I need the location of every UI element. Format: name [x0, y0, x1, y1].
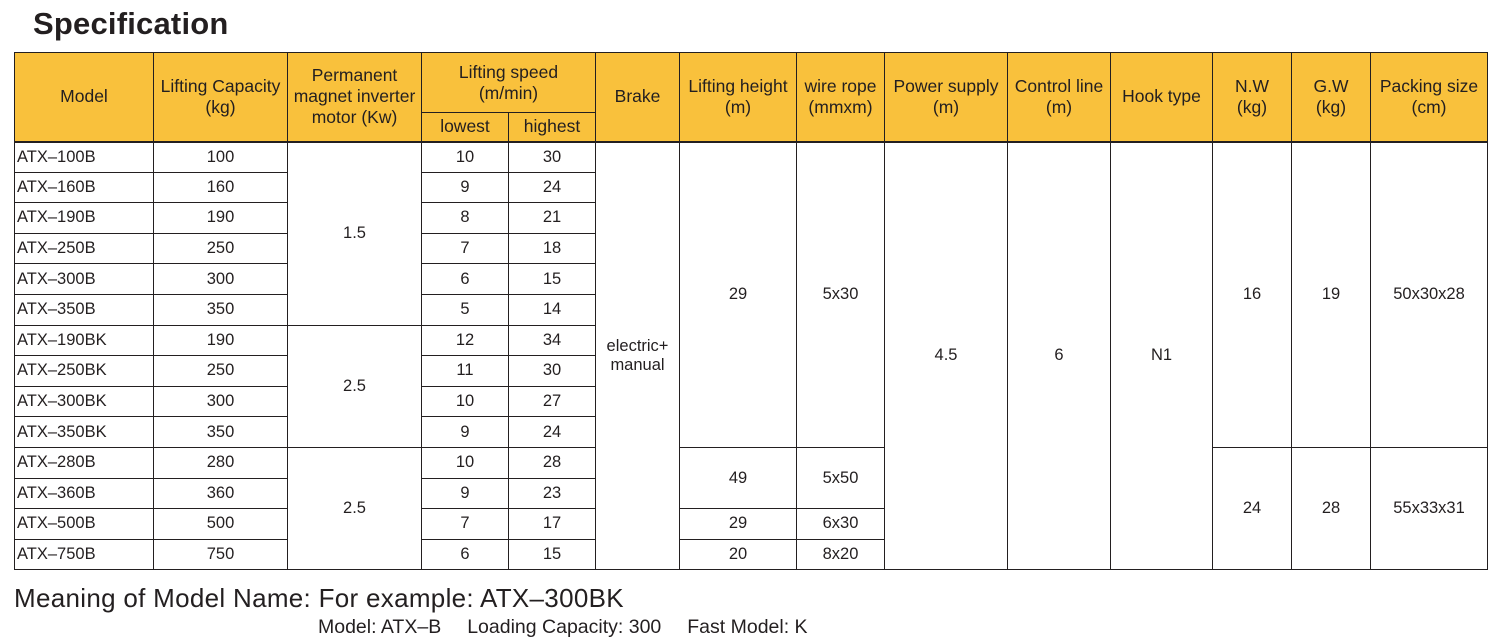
cell-speed-lowest: 10 — [422, 142, 509, 173]
cell-model: ATX–280B — [15, 447, 154, 478]
header-height: Lifting height (m) — [680, 53, 797, 142]
cell-capacity: 300 — [154, 264, 288, 295]
model-name-breakdown — [318, 614, 834, 640]
cell-height: 29 — [680, 509, 797, 540]
header-motor: Permanent magnet inverter motor (Kw) — [288, 53, 422, 142]
cell-power: 4.5 — [885, 142, 1008, 570]
page-title: Specification — [33, 6, 229, 41]
cell-height: 29 — [680, 142, 797, 448]
specification-table — [14, 52, 1488, 570]
cell-capacity: 160 — [154, 172, 288, 203]
cell-rope: 8x20 — [797, 539, 885, 570]
cell-model: ATX–300B — [15, 264, 154, 295]
cell-speed-highest: 21 — [509, 203, 596, 234]
header-packing: Packing size (cm) — [1371, 53, 1488, 142]
cell-speed-highest: 30 — [509, 356, 596, 387]
header-hook: Hook type — [1111, 53, 1213, 142]
cell-speed-lowest: 7 — [422, 509, 509, 540]
header-control: Control line (m) — [1008, 53, 1111, 142]
cell-model: ATX–350BK — [15, 417, 154, 448]
cell-rope: 5x30 — [797, 142, 885, 448]
cell-speed-highest: 15 — [509, 264, 596, 295]
cell-speed-lowest: 6 — [422, 539, 509, 570]
cell-control: 6 — [1008, 142, 1111, 570]
cell-model: ATX–360B — [15, 478, 154, 509]
cell-capacity: 250 — [154, 233, 288, 264]
cell-model: ATX–350B — [15, 294, 154, 325]
cell-speed-lowest: 6 — [422, 264, 509, 295]
cell-model: ATX–190BK — [15, 325, 154, 356]
header-gw: G.W (kg) — [1292, 53, 1371, 142]
cell-motor: 1.5 — [288, 142, 422, 326]
cell-model: ATX–750B — [15, 539, 154, 570]
cell-hook: N1 — [1111, 142, 1213, 570]
cell-speed-lowest: 7 — [422, 233, 509, 264]
cell-capacity: 300 — [154, 386, 288, 417]
cell-rope: 5x50 — [797, 447, 885, 508]
cell-rope: 6x30 — [797, 509, 885, 540]
cell-speed-highest: 30 — [509, 142, 596, 173]
cell-speed-lowest: 10 — [422, 386, 509, 417]
loading-capacity-label: Loading Capacity: 300 — [467, 616, 662, 638]
cell-speed-lowest: 12 — [422, 325, 509, 356]
table-row — [15, 447, 1488, 478]
cell-height: 49 — [680, 447, 797, 508]
cell-capacity: 190 — [154, 325, 288, 356]
cell-nw: 24 — [1213, 447, 1292, 569]
cell-motor: 2.5 — [288, 325, 422, 447]
header-power: Power supply (m) — [885, 53, 1008, 142]
model-name-meaning: Meaning of Model Name: For example: ATX–300BK — [14, 583, 624, 613]
cell-gw: 28 — [1292, 447, 1371, 569]
cell-speed-highest: 17 — [509, 509, 596, 540]
cell-speed-lowest: 9 — [422, 172, 509, 203]
cell-model: ATX–190B — [15, 203, 154, 234]
header-brake: Brake — [596, 53, 680, 142]
cell-speed-highest: 14 — [509, 294, 596, 325]
cell-packing: 55x33x31 — [1371, 447, 1488, 569]
cell-brake: electric+ manual — [596, 142, 680, 570]
cell-capacity: 750 — [154, 539, 288, 570]
header-speed-highest: highest — [509, 113, 596, 142]
cell-capacity: 350 — [154, 417, 288, 448]
cell-speed-lowest: 5 — [422, 294, 509, 325]
cell-speed-highest: 24 — [509, 417, 596, 448]
cell-speed-lowest: 8 — [422, 203, 509, 234]
header-nw: N.W (kg) — [1213, 53, 1292, 142]
cell-speed-highest: 18 — [509, 233, 596, 264]
cell-speed-highest: 23 — [509, 478, 596, 509]
cell-capacity: 250 — [154, 356, 288, 387]
header-capacity: Lifting Capacity (kg) — [154, 53, 288, 142]
cell-model: ATX–500B — [15, 509, 154, 540]
cell-speed-highest: 28 — [509, 447, 596, 478]
cell-speed-lowest: 9 — [422, 417, 509, 448]
cell-model: ATX–100B — [15, 142, 154, 173]
cell-motor: 2.5 — [288, 447, 422, 569]
cell-speed-lowest: 10 — [422, 447, 509, 478]
cell-model: ATX–250BK — [15, 356, 154, 387]
cell-capacity: 500 — [154, 509, 288, 540]
cell-capacity: 350 — [154, 294, 288, 325]
cell-gw: 19 — [1292, 142, 1371, 448]
cell-speed-lowest: 11 — [422, 356, 509, 387]
cell-speed-highest: 34 — [509, 325, 596, 356]
header-speed: Lifting speed (m/min) — [422, 53, 596, 113]
cell-speed-lowest: 9 — [422, 478, 509, 509]
cell-capacity: 190 — [154, 203, 288, 234]
cell-model: ATX–300BK — [15, 386, 154, 417]
header-speed-lowest: lowest — [422, 113, 509, 142]
cell-nw: 16 — [1213, 142, 1292, 448]
cell-capacity: 360 — [154, 478, 288, 509]
table-row — [15, 142, 1488, 173]
cell-speed-highest: 27 — [509, 386, 596, 417]
cell-speed-highest: 24 — [509, 172, 596, 203]
fast-model-label: Fast Model: K — [687, 616, 808, 638]
header-model: Model — [15, 53, 154, 142]
cell-speed-highest: 15 — [509, 539, 596, 570]
header-rope: wire rope (mmxm) — [797, 53, 885, 142]
cell-capacity: 280 — [154, 447, 288, 478]
cell-model: ATX–160B — [15, 172, 154, 203]
cell-model: ATX–250B — [15, 233, 154, 264]
cell-capacity: 100 — [154, 142, 288, 173]
cell-height: 20 — [680, 539, 797, 570]
model-label: Model: ATX–B — [318, 616, 442, 638]
cell-packing: 50x30x28 — [1371, 142, 1488, 448]
